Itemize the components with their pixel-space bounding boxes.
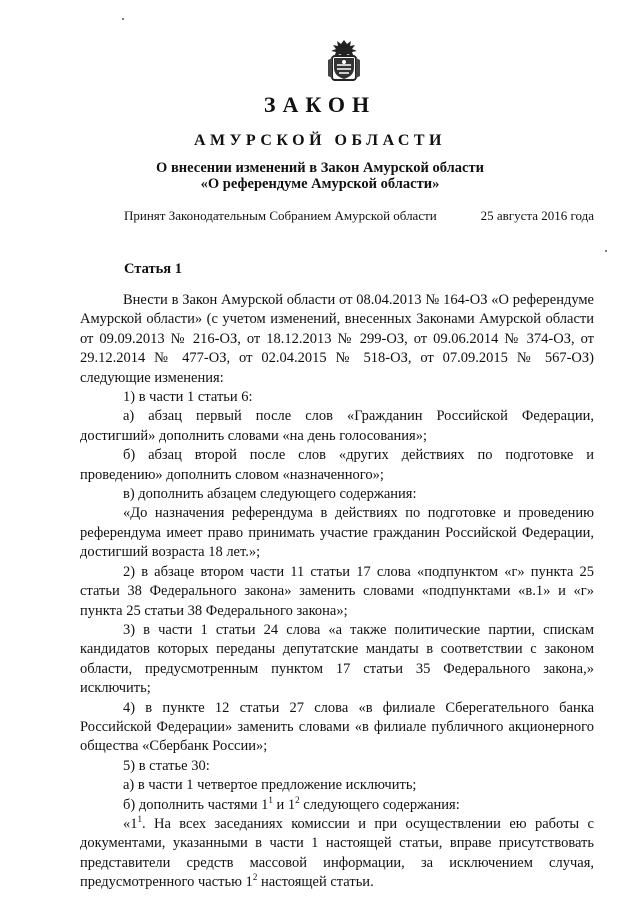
scan-speck (605, 250, 607, 252)
quote-open: «1 (123, 815, 138, 832)
paragraph-item-5-quote (80, 815, 594, 893)
paragraph-item-5: 5) в статье 30: (123, 757, 210, 774)
subtitle-line-1: О внесении изменений в Закон Амурской области (156, 160, 484, 176)
subtitle-line-2: «О референдуме Амурской области» (200, 176, 440, 192)
quote-sup-1: 1 (137, 814, 142, 825)
adopted-by: Принят Законодательным Собранием Амурской области (124, 208, 437, 223)
paragraph-item-2: 2) в абзаце втором части 11 статьи 17 слова «подпунктом «г» пункта 25 статьи 38 Федерального закона» заменить словами «подпунктами «в.1» и «г» пункта 25 статьи 38 Федерального закона»; (80, 563, 594, 619)
article-heading: Статья 1 (124, 261, 182, 277)
item-5b-sup-2: 2 (295, 794, 300, 805)
adopted-date: 25 августа 2016 года (480, 208, 594, 223)
coat-of-arms-emblem (324, 38, 364, 84)
law-subtitle (0, 160, 640, 192)
paragraph-item-1c: в) дополнить абзацем следующего содержания: (123, 486, 417, 503)
region-name: АМУРСКОЙ ОБЛАСТИ (194, 132, 446, 149)
item-5b-text: б) дополнить частями 1 (123, 796, 269, 813)
paragraph-item-1: 1) в части 1 статьи 6: (123, 389, 253, 406)
quote-end: настоящей статьи. (257, 874, 374, 891)
paragraph-item-4: 4) в пункте 12 статьи 27 слова «в филиале Сберегательного банка Российской Федерации» заменить словами «в филиале публичного акционерного общества «Сбербанк России»; (80, 699, 594, 755)
quote-text: . На всех заседаниях комиссии и при осуществлении ею работы с документами, указанными в части 1 настоящей статьи, вправе присутствовать представители средств массовой информации, за исключением случая, предусмотренного частью 1 (80, 815, 594, 891)
law-title: ЗАКОН (263, 92, 377, 117)
item-5b-and: и 1 (272, 796, 296, 813)
adoption-line (124, 208, 594, 224)
item-5b-sup-1: 1 (268, 794, 273, 805)
item-5b-rest: следующего содержания: (299, 796, 460, 813)
article-body (80, 291, 594, 893)
paragraph-item-1a: а) абзац первый после слов «Гражданин Российской Федерации, достигший» дополнить словами «на день голосования»; (80, 408, 594, 444)
paragraph-item-5b (80, 796, 594, 815)
quote-sup-2: 2 (252, 872, 258, 883)
paragraph-item-1b: б) абзац второй после слов «других действиях по подготовке и проведению» дополнить словом «назначенного»; (80, 447, 594, 483)
paragraph-intro: Внести в Закон Амурской области от 08.04.2013 № 164-ОЗ «О референдуме Амурской области» (с учетом изменений, внесенных Законами Амурской области от 09.09.2013 № 216-ОЗ, от 18.12.2013 № 299-ОЗ, от 09.06.2014 № 374-ОЗ, от 29.12.2014 № 477-ОЗ, от 02.04.2015 № 518-ОЗ, от 07.09.2015 № 567-ОЗ) следующие изменения: (80, 292, 594, 386)
scan-speck (122, 18, 124, 20)
paragraph-item-3: 3) в части 1 статьи 24 слова «а также политические партии, спискам кандидатов которых переданы депутатские мандаты в соответствии с законом области, предусмотренным пунктом 17 статьи 35 Федерального закона,» исключить; (80, 621, 594, 697)
paragraph-item-5a: а) в части 1 четвертое предложение исключить; (123, 777, 417, 794)
paragraph-item-1c-quote: «До назначения референдума в действиях по подготовке и проведению референдума имеет право принимать участие гражданин Российской Федерации, достигший возраста 18 лет.»; (80, 505, 594, 561)
